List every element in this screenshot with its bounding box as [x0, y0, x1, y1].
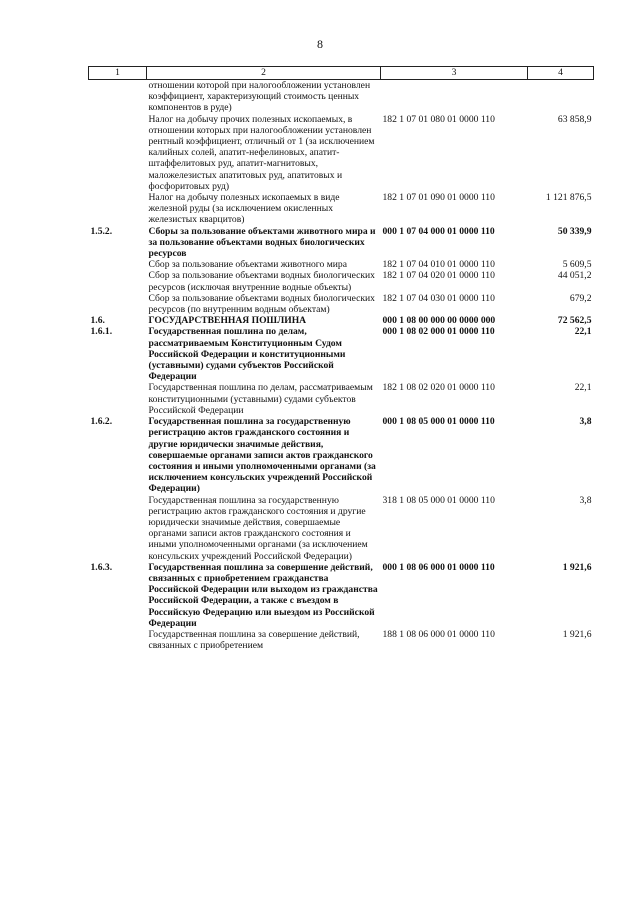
- row-number: [89, 114, 147, 192]
- budget-code: 000 1 08 05 000 01 0000 110: [382, 416, 495, 428]
- row-amount: 22,1: [574, 326, 592, 338]
- row-name: Налог на добычу полезных ископаемых в виде железной руды (за исключением окисленных железистых кварцитов): [148, 192, 340, 226]
- row-amount: 1 121 876,5: [545, 192, 592, 204]
- row-amount: 72 562,5: [557, 315, 592, 327]
- budget-code: 000 1 08 06 000 01 0000 110: [382, 561, 495, 573]
- row-amount: [528, 80, 594, 114]
- column-header: 2: [147, 67, 381, 80]
- row-amount: 3,8: [579, 416, 592, 428]
- budget-code: 182 1 08 02 020 01 0000 110: [382, 382, 495, 394]
- budget-code: 182 1 07 01 080 01 0000 110: [382, 113, 495, 125]
- row-amount: 63 858,9: [557, 113, 592, 125]
- table-row: [89, 192, 594, 226]
- row-number: [89, 382, 147, 416]
- budget-code: 000 1 08 02 000 01 0000 110: [382, 326, 495, 338]
- row-amount: 5 609,5: [562, 259, 592, 271]
- budget-code: 188 1 08 06 000 01 0000 110: [382, 628, 495, 640]
- row-amount: 679,2: [569, 292, 592, 304]
- row-name: Сборы за пользование объектами животного мира и за пользование объектами водных биологических ресурсов: [148, 225, 376, 260]
- row-number: [89, 270, 147, 292]
- budget-code: 000 1 07 04 000 01 0000 110: [382, 225, 495, 237]
- row-number: 1.5.2.: [90, 225, 113, 237]
- table-row: [89, 326, 594, 382]
- revenue-table: [88, 66, 594, 651]
- row-number: [89, 495, 147, 562]
- row-name: Сбор за пользование объектами водных биологических ресурсов (по внутренним водным объектам): [148, 292, 375, 316]
- row-amount: 3,8: [579, 494, 592, 506]
- budget-code: 182 1 07 04 010 01 0000 110: [382, 259, 495, 271]
- row-name: ГОСУДАРСТВЕННАЯ ПОШЛИНА: [148, 315, 307, 327]
- table-row: [89, 259, 594, 270]
- table-row: [89, 226, 594, 260]
- column-header: 3: [381, 67, 528, 80]
- row-amount: 1 921,6: [562, 561, 592, 573]
- table-row: [89, 562, 594, 629]
- row-number: [89, 80, 147, 114]
- row-name: Государственная пошлина за совершение действий, связанных с приобретением гражданства Российской Федерации или выходом из гражданства Российской Федерации, а также с въездом в Российскую Федерацию или выездом из Российской Федерации: [148, 561, 378, 629]
- row-name: Государственная пошлина по делам, рассматриваемым конституционными (уставными) судами субъектов Российской Федерации: [148, 382, 373, 416]
- table-header-row: [89, 67, 594, 80]
- row-number: [89, 192, 147, 226]
- row-name: Государственная пошлина за государственную регистрацию актов гражданского состояния и другие юридически значимые действия, совершаемые органами записи актов гражданского состояния и иными уполномоченными органами (за исключением консульских учреждений Российской Федерации): [148, 416, 376, 495]
- row-number: [89, 259, 147, 270]
- row-number: 1.6.2.: [90, 416, 113, 428]
- page-number: 8: [317, 37, 323, 51]
- table-row: [89, 416, 594, 494]
- table-row: [89, 80, 594, 114]
- table-row: [89, 382, 594, 416]
- row-amount: 44 051,2: [557, 270, 592, 282]
- table-row: [89, 293, 594, 315]
- row-name: отношении которой при налогообложении установлен коэффициент, характеризующий стоимость ценных компонентов в руде): [148, 80, 371, 114]
- table-row: [89, 315, 594, 326]
- budget-code: 182 1 07 04 030 01 0000 110: [382, 292, 495, 304]
- row-name: Сбор за пользование объектами животного мира: [148, 259, 347, 271]
- row-name: Государственная пошлина за государственную регистрацию актов гражданского состояния и другие юридически значимые действия, совершаемые органами записи актов гражданского состояния и иными уполномоченными органами (за исключением консульских учреждений Российской Федерации): [148, 494, 368, 562]
- table-row: [89, 114, 594, 192]
- row-amount: 50 339,9: [557, 225, 592, 237]
- table-row: [89, 270, 594, 292]
- budget-code: 182 1 07 04 020 01 0000 110: [382, 270, 495, 282]
- row-name: Налог на добычу прочих полезных ископаемых, в отношении которых при налогообложении установлен рентный коэффициент, отличный от 1 (за исключением калийных солей, апатит-нефелиновых, апатит-штаффелитовых руд, апатит-магнитовых, маложелезистых апатитовых руд, апатитовых и фосфоритовых руд): [148, 113, 375, 192]
- row-number: 1.6.1.: [90, 326, 113, 338]
- row-amount: 1 921,6: [562, 628, 592, 640]
- row-number: 1.6.: [90, 315, 105, 327]
- table-row: [89, 629, 594, 651]
- row-name: Государственная пошлина по делам, рассматриваемым Конституционным Судом Российской Федерации и конституционными (уставными) судами субъектов Российской Федерации: [148, 326, 346, 383]
- row-amount: 22,1: [574, 382, 592, 394]
- row-number: 1.6.3.: [90, 561, 113, 573]
- row-name: Сбор за пользование объектами водных биологических ресурсов (исключая внутренние водные объекты): [148, 270, 375, 293]
- column-header: 1: [89, 67, 147, 80]
- budget-code: [381, 80, 528, 114]
- row-name: Государственная пошлина за совершение действий, связанных с приобретением: [148, 628, 360, 652]
- column-header: 4: [528, 67, 594, 80]
- row-number: [89, 293, 147, 315]
- budget-code: 182 1 07 01 090 01 0000 110: [382, 192, 495, 204]
- budget-code: 318 1 08 05 000 01 0000 110: [382, 494, 495, 506]
- table-row: [89, 495, 594, 562]
- budget-code: 000 1 08 00 000 00 0000 000: [382, 315, 496, 327]
- row-number: [89, 629, 147, 651]
